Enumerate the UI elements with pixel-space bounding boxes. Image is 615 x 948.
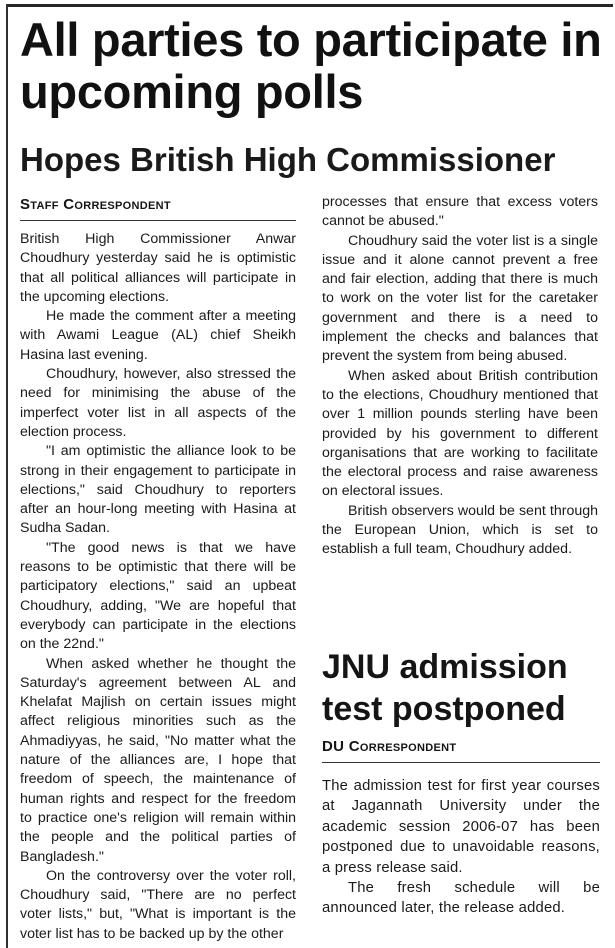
paragraph: "I am optimistic the alliance look to be strong in their engagement to participate in elections," said Choudhury to reporters after an hour-long meeting with Hasina at Sudha Sadan. — [20, 443, 296, 537]
article-column-right — [322, 193, 598, 560]
paragraph: When asked whether he thought the Saturday's agreement between AL and Khelafat Majlish on certain issues might affect religious minorities such as the Ahmadiyyas, he said, "No matter what the nature of the alliances are, I hope that freedom of speech, the maintenance of human rights and respect for the freedom to practice one's religion will remain within the people and the political parties of Bangladesh." — [20, 655, 296, 865]
byline-du-correspondent — [322, 738, 456, 755]
article-column-left — [20, 230, 296, 944]
paragraph: "The good news is that we have reasons to be optimistic that there will be participatory elections," said an upbeat Choudhury, adding, "We are hopeful that everybody can participate in the elections on the 22nd." — [20, 539, 296, 653]
paragraph: processes that ensure that excess voters cannot be abused." — [322, 194, 598, 230]
left-border-rule — [6, 4, 8, 948]
byline-text: Staff Correspondent — [20, 196, 171, 213]
byline-text: DU Correspondent — [322, 738, 457, 755]
headline: All parties to participate in upcoming polls — [20, 13, 602, 118]
paragraph: The fresh schedule will be announced later, the release added. — [322, 880, 600, 917]
paragraph: The admission test for first year courses at Jagannath University under the academic session 2006-07 has been postponed due to unavoidable reasons, a press release said. — [322, 778, 600, 876]
byline-rule — [20, 220, 296, 221]
article-column-secondary — [322, 776, 600, 919]
byline-staff-correspondent — [20, 196, 171, 213]
top-border-rule — [6, 4, 613, 7]
paragraph: He made the comment after a meeting with Awami League (AL) chief Sheikh Hasina last evening. — [20, 308, 296, 363]
byline-rule — [322, 762, 600, 763]
paragraph: British observers would be sent through the European Union, which is set to establish a full team, Choudhury added. — [322, 502, 598, 558]
subheadline: Hopes British High Commissioner — [20, 141, 556, 178]
secondary-headline: JNU admission test postponed — [322, 648, 568, 728]
paragraph: On the controversy over the voter roll, Choudhury said, "There are no perfect voter lists," but, "What is important is the voter list has to be backed up by the other — [20, 867, 296, 942]
paragraph: When asked about British contribution to the elections, Choudhury mentioned that over 1 million pounds sterling have been provided by his government to different organisations that are working to facilitate the electoral process and raise awareness on electoral issues. — [322, 367, 598, 500]
paragraph: British High Commissioner Anwar Choudhury yesterday said he is optimistic that all political alliances will participate in the upcoming elections. — [20, 231, 296, 305]
paragraph: Choudhury said the voter list is a single issue and it alone cannot prevent a free and fair election, adding that there is much to work on the voter list for the caretaker government and there is a need to implement the checks and balances that prevent the system from being abused. — [322, 232, 598, 365]
paragraph: Choudhury, however, also stressed the need for minimising the abuse of the imperfect voter list in all aspects of the election process. — [20, 366, 296, 440]
